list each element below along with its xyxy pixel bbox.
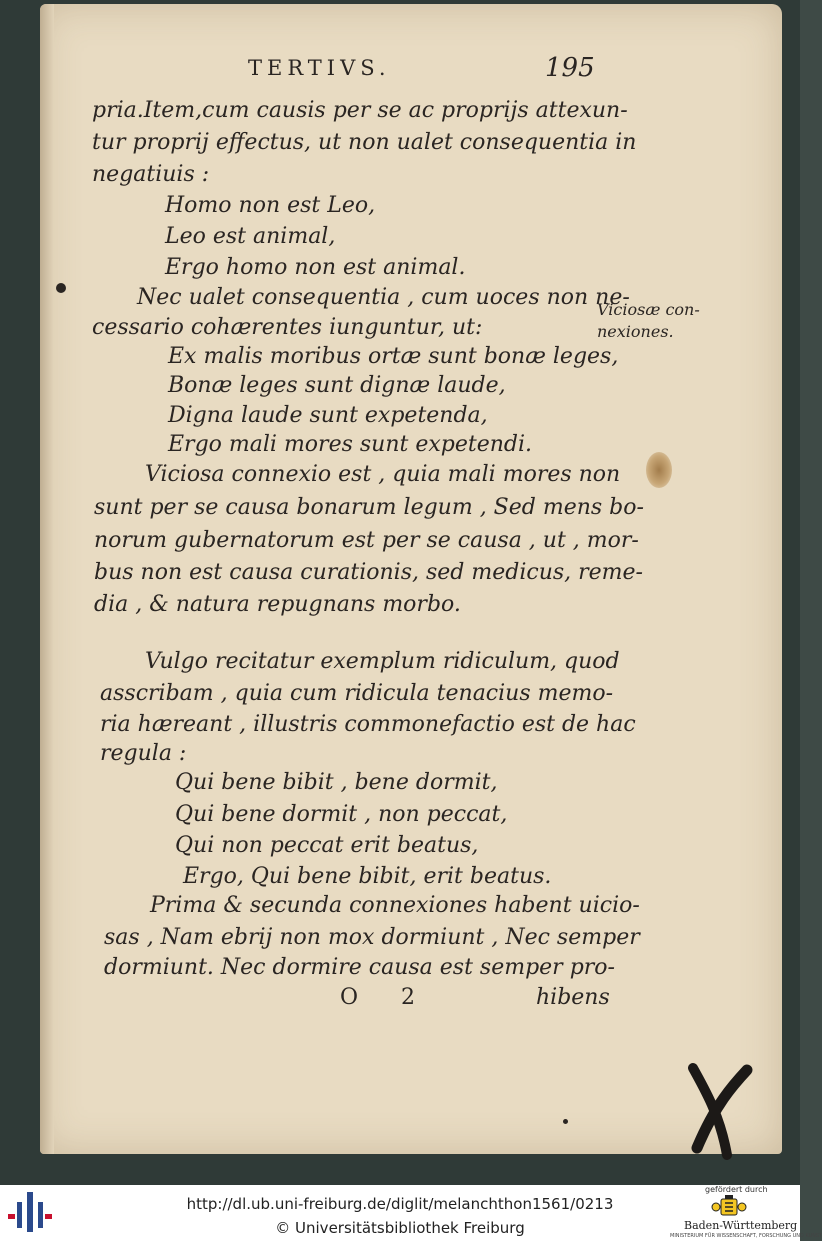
text-line: Leo est animal, — [165, 224, 336, 249]
text-line: ria hæreant , illustris commonefactio est de hac — [100, 712, 636, 737]
page-gutter — [40, 4, 54, 1154]
text-line: sas , Nam ebrij non mox dormiunt , Nec semper — [104, 925, 640, 950]
text-line: dormiunt. Nec dormire causa est semper pro- — [104, 955, 615, 980]
text-line: Homo non est Leo, — [165, 193, 376, 218]
text-line: Nec ualet consequentia , cum uoces non ne- — [137, 285, 630, 310]
ink-dot — [56, 283, 66, 293]
text-line: tur proprij effectus, ut non ualet consequentia in — [92, 130, 637, 155]
text-line: cessario cohærentes iunguntur, ut: — [92, 315, 483, 340]
text-line: sunt per se causa bonarum legum , Sed mens bo- — [94, 495, 644, 520]
signature-mark: O 2 — [340, 985, 434, 1010]
ink-dot — [563, 1119, 568, 1124]
page-number: 195 — [545, 53, 595, 83]
copyright-text: © Universitätsbibliothek Freiburg — [275, 1219, 525, 1237]
running-header: TERTIVS. — [248, 56, 391, 80]
marginal-note-line: nexiones. — [597, 322, 674, 341]
catchword: hibens — [536, 985, 610, 1010]
text-line: Bonæ leges sunt dignæ laude, — [168, 373, 506, 398]
text-line: regula : — [100, 741, 187, 766]
text-line: Ergo homo non est animal. — [165, 255, 466, 280]
text-line: Ergo, Qui bene bibit, erit beatus. — [183, 864, 552, 889]
text-line: pria.Item,cum causis per se ac proprijs attexun- — [92, 98, 628, 123]
text-line: Viciosa connexio est , quia mali mores non — [145, 462, 621, 487]
sponsor-label: gefördert durch — [705, 1185, 768, 1194]
text-line: norum gubernatorum est per se causa , ut , mor- — [94, 528, 639, 553]
text-line: dia , & natura repugnans morbo. — [94, 592, 461, 617]
sponsor-ministry: MINISTERIUM FÜR WISSENSCHAFT, FORSCHUNG UND KUNST — [670, 1233, 822, 1239]
paper-stain — [646, 452, 672, 488]
marginal-note-line: Viciosæ con- — [597, 300, 700, 319]
text-line: Qui bene dormit , non peccat, — [175, 802, 508, 827]
text-line: Vulgo recitatur exemplum ridiculum, quod — [145, 649, 620, 674]
text-line: Qui non peccat erit beatus, — [175, 833, 479, 858]
text-line: Qui bene bibit , bene dormit, — [175, 770, 498, 795]
state-crest-icon — [711, 1195, 747, 1217]
handwritten-mark-icon — [685, 1060, 755, 1160]
sponsor-name: Baden-Württemberg — [684, 1219, 798, 1232]
text-line: Digna laude sunt expetenda, — [168, 403, 488, 428]
text-line: Prima & secunda connexiones habent uicio- — [150, 893, 640, 918]
text-line: Ex malis moribus ortæ sunt bonæ leges, — [168, 344, 619, 369]
text-line: negatiuis : — [92, 162, 210, 187]
text-line: asscribam , quia cum ridicula tenacius memo- — [100, 681, 614, 706]
permalink-url[interactable]: http://dl.ub.uni-freiburg.de/diglit/melanchthon1561/0213 — [186, 1195, 614, 1213]
text-line: Ergo mali mores sunt expetendi. — [168, 432, 532, 457]
text-line: bus non est causa curationis, sed medicus, reme- — [94, 560, 643, 585]
